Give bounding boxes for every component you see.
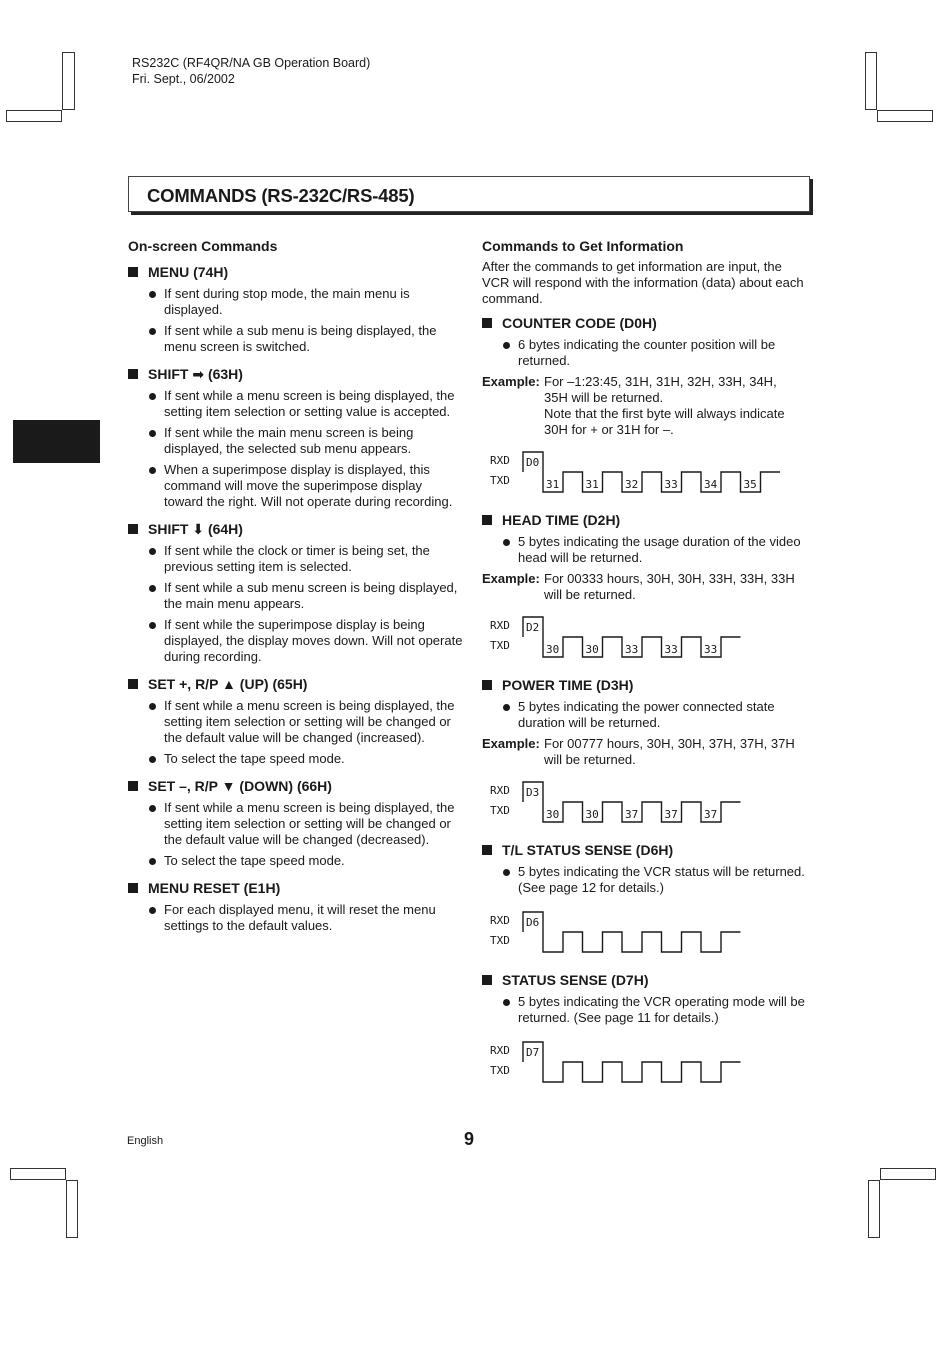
command-title: SHIFT ➡ (63H) bbox=[148, 366, 243, 382]
timing-diagram-svg bbox=[482, 780, 751, 828]
bullet-text: 6 bytes indicating the counter position will be returned. bbox=[518, 337, 776, 368]
command-heading bbox=[128, 880, 463, 896]
command-title: MENU (74H) bbox=[148, 264, 229, 280]
timing-diagram-svg bbox=[482, 450, 790, 498]
bullet-dot-icon bbox=[149, 548, 156, 555]
bullet-dot-icon bbox=[149, 907, 156, 914]
square-bullet-icon bbox=[128, 267, 138, 277]
bullet-text: 5 bytes indicating the power connected state duration will be returned. bbox=[518, 699, 775, 730]
txd-byte: 31 bbox=[546, 478, 560, 491]
rxd-label: RXD bbox=[490, 914, 510, 927]
square-bullet-icon bbox=[482, 318, 492, 328]
bullet-item bbox=[128, 462, 463, 510]
txd-label: TXD bbox=[490, 639, 510, 652]
info-command-heading bbox=[482, 972, 812, 988]
txd-byte: 33 bbox=[664, 478, 678, 491]
info-command-title: STATUS SENSE (D7H) bbox=[502, 972, 649, 988]
page-number: 9 bbox=[464, 1129, 475, 1149]
bullet-text: When a superimpose display is displayed, this command will move the superimpose display toward the right. Will not operate during recording. bbox=[164, 462, 453, 509]
txd-byte: 30 bbox=[585, 643, 599, 656]
rxd-label: RXD bbox=[490, 1044, 510, 1057]
info-command-section bbox=[482, 677, 812, 828]
bullet-dot-icon bbox=[503, 999, 510, 1006]
section-tab-marker bbox=[13, 420, 100, 463]
bullet-dot-icon bbox=[503, 539, 510, 546]
bullet-dot-icon bbox=[503, 869, 510, 876]
command-title: SHIFT ⬇ (64H) bbox=[148, 521, 243, 537]
bullet-item bbox=[128, 388, 463, 420]
example-line: 30H for + or 31H for –. bbox=[544, 422, 674, 437]
example-label: Example: bbox=[482, 374, 540, 389]
txd-label: TXD bbox=[490, 934, 510, 947]
txd-byte: 30 bbox=[585, 808, 599, 821]
command-heading bbox=[128, 264, 463, 280]
bullet-dot-icon bbox=[149, 393, 156, 400]
txd-byte: 34 bbox=[704, 478, 718, 491]
bullet-text: If sent during stop mode, the main menu is displayed. bbox=[164, 286, 410, 317]
document-title: RS232C (RF4QR/NA GB Operation Board) bbox=[132, 56, 371, 70]
bullet-text: 5 bytes indicating the VCR operating mode will be returned. (See page 11 for details.) bbox=[518, 994, 805, 1025]
txd-byte: 37 bbox=[664, 808, 678, 821]
info-command-section bbox=[482, 842, 812, 958]
bullet-dot-icon bbox=[149, 703, 156, 710]
bullet-item bbox=[128, 286, 463, 318]
left-column bbox=[128, 238, 463, 945]
info-command-title: POWER TIME (D3H) bbox=[502, 677, 634, 693]
bullet-item bbox=[482, 337, 812, 369]
right-column bbox=[482, 238, 812, 1102]
command-section bbox=[128, 366, 463, 510]
bullet-item bbox=[482, 864, 812, 896]
example-line: For 00333 hours, 30H, 30H, 33H, 33H, 33H bbox=[544, 571, 795, 586]
timing-diagram-svg bbox=[482, 615, 751, 663]
bullet-item bbox=[482, 699, 812, 731]
bullet-dot-icon bbox=[149, 430, 156, 437]
example-block bbox=[482, 736, 812, 768]
bullet-item bbox=[128, 580, 463, 612]
rxd-byte: D2 bbox=[526, 621, 540, 634]
bullet-dot-icon bbox=[503, 342, 510, 349]
txd-waveform bbox=[543, 932, 741, 952]
bullet-item bbox=[128, 751, 463, 767]
get-information-intro: After the commands to get information are input, the VCR will respond with the information (data) about each command. bbox=[482, 259, 804, 306]
txd-byte: 33 bbox=[664, 643, 678, 656]
square-bullet-icon bbox=[128, 883, 138, 893]
bullet-item bbox=[128, 543, 463, 575]
timing-diagram bbox=[482, 450, 812, 498]
timing-diagram bbox=[482, 615, 812, 663]
example-line: For 00777 hours, 30H, 30H, 37H, 37H, 37H bbox=[544, 736, 795, 751]
example-line: 35H will be returned. bbox=[544, 390, 664, 405]
bullet-dot-icon bbox=[149, 805, 156, 812]
example-label: Example: bbox=[482, 736, 540, 751]
square-bullet-icon bbox=[482, 845, 492, 855]
example-line: will be returned. bbox=[544, 752, 636, 767]
bullet-dot-icon bbox=[149, 858, 156, 865]
bullet-item bbox=[128, 853, 463, 869]
timing-diagram bbox=[482, 780, 812, 828]
bullet-dot-icon bbox=[149, 585, 156, 592]
example-block bbox=[482, 571, 812, 603]
info-command-heading bbox=[482, 512, 812, 528]
bullet-dot-icon bbox=[149, 622, 156, 629]
example-block bbox=[482, 374, 812, 438]
bullet-item bbox=[128, 902, 463, 934]
square-bullet-icon bbox=[482, 515, 492, 525]
timing-diagram-svg bbox=[482, 910, 751, 958]
rxd-label: RXD bbox=[490, 784, 510, 797]
bullet-item bbox=[128, 698, 463, 746]
txd-byte: 33 bbox=[625, 643, 639, 656]
bullet-text: For each displayed menu, it will reset the menu settings to the default values. bbox=[164, 902, 436, 933]
bullet-text: If sent while a sub menu is being displayed, the menu screen is switched. bbox=[164, 323, 437, 354]
txd-label: TXD bbox=[490, 474, 510, 487]
command-heading bbox=[128, 366, 463, 382]
txd-label: TXD bbox=[490, 804, 510, 817]
bullet-item bbox=[128, 425, 463, 457]
bullet-text: To select the tape speed mode. bbox=[164, 751, 345, 766]
rxd-byte: D0 bbox=[526, 456, 540, 469]
bullet-text: If sent while a sub menu screen is being displayed, the main menu appears. bbox=[164, 580, 458, 611]
square-bullet-icon bbox=[482, 680, 492, 690]
timing-diagram bbox=[482, 1040, 812, 1088]
example-label: Example: bbox=[482, 571, 540, 586]
bullet-text: If sent while a menu screen is being displayed, the setting item selection or setting will be changed or the default value will be changed (decreased). bbox=[164, 800, 455, 847]
bullet-text: If sent while the clock or timer is being set, the previous setting item is selected. bbox=[164, 543, 430, 574]
on-screen-commands-heading: On-screen Commands bbox=[128, 238, 278, 254]
bullet-item bbox=[482, 994, 812, 1026]
square-bullet-icon bbox=[128, 524, 138, 534]
bullet-dot-icon bbox=[149, 291, 156, 298]
txd-byte: 37 bbox=[625, 808, 639, 821]
command-title: SET –, R/P ▼ (DOWN) (66H) bbox=[148, 778, 332, 794]
square-bullet-icon bbox=[128, 369, 138, 379]
square-bullet-icon bbox=[128, 679, 138, 689]
bullet-text: 5 bytes indicating the VCR status will be returned. (See page 12 for details.) bbox=[518, 864, 805, 895]
square-bullet-icon bbox=[128, 781, 138, 791]
info-command-heading bbox=[482, 315, 812, 331]
bullet-text: 5 bytes indicating the usage duration of the video head will be returned. bbox=[518, 534, 801, 565]
txd-byte: 32 bbox=[625, 478, 639, 491]
command-heading bbox=[128, 778, 463, 794]
footer-language: English bbox=[127, 1135, 164, 1147]
txd-byte: 35 bbox=[743, 478, 757, 491]
txd-byte: 37 bbox=[704, 808, 718, 821]
bullet-text: If sent while the superimpose display is being displayed, the display moves down. Will not operate during recording. bbox=[164, 617, 463, 664]
txd-byte: 31 bbox=[585, 478, 599, 491]
example-line: will be returned. bbox=[544, 587, 636, 602]
info-command-section bbox=[482, 972, 812, 1088]
bullet-item bbox=[482, 534, 812, 566]
rxd-label: RXD bbox=[490, 619, 510, 632]
command-section bbox=[128, 264, 463, 355]
rxd-byte: D3 bbox=[526, 786, 540, 799]
info-command-heading bbox=[482, 677, 812, 693]
bullet-item bbox=[128, 323, 463, 355]
info-command-heading bbox=[482, 842, 812, 858]
page-title-box bbox=[128, 176, 810, 212]
bullet-text: If sent while the main menu screen is being displayed, the selected sub menu appears. bbox=[164, 425, 414, 456]
get-information-heading: Commands to Get Information bbox=[482, 238, 684, 254]
rxd-byte: D7 bbox=[526, 1046, 540, 1059]
command-section bbox=[128, 521, 463, 665]
command-section bbox=[128, 676, 463, 767]
command-title: SET +, R/P ▲ (UP) (65H) bbox=[148, 676, 308, 692]
document-date: Fri. Sept., 06/2002 bbox=[132, 72, 235, 86]
bullet-dot-icon bbox=[149, 756, 156, 763]
command-section bbox=[128, 880, 463, 934]
example-line: Note that the first byte will always indicate bbox=[544, 406, 785, 421]
bullet-dot-icon bbox=[503, 704, 510, 711]
timing-diagram bbox=[482, 910, 812, 958]
info-command-title: T/L STATUS SENSE (D6H) bbox=[502, 842, 674, 858]
square-bullet-icon bbox=[482, 975, 492, 985]
command-section bbox=[128, 778, 463, 869]
txd-label: TXD bbox=[490, 1064, 510, 1077]
info-command-section bbox=[482, 512, 812, 663]
bullet-text: If sent while a menu screen is being displayed, the setting item selection or setting value is accepted. bbox=[164, 388, 455, 419]
rxd-byte: D6 bbox=[526, 916, 540, 929]
bullet-dot-icon bbox=[149, 328, 156, 335]
bullet-item bbox=[128, 617, 463, 665]
bullet-item bbox=[128, 800, 463, 848]
bullet-text: To select the tape speed mode. bbox=[164, 853, 345, 868]
command-heading bbox=[128, 676, 463, 692]
txd-waveform bbox=[543, 1062, 741, 1082]
info-command-section bbox=[482, 315, 812, 498]
info-command-title: HEAD TIME (D2H) bbox=[502, 512, 621, 528]
page-title: COMMANDS (RS-232C/RS-485) bbox=[147, 185, 415, 206]
bullet-text: If sent while a menu screen is being displayed, the setting item selection or setting will be changed or the default value will be changed (increased). bbox=[164, 698, 455, 745]
txd-byte: 30 bbox=[546, 643, 560, 656]
txd-byte: 30 bbox=[546, 808, 560, 821]
timing-diagram-svg bbox=[482, 1040, 751, 1088]
rxd-label: RXD bbox=[490, 454, 510, 467]
txd-byte: 33 bbox=[704, 643, 718, 656]
command-heading bbox=[128, 521, 463, 537]
info-command-title: COUNTER CODE (D0H) bbox=[502, 315, 657, 331]
command-title: MENU RESET (E1H) bbox=[148, 880, 281, 896]
bullet-dot-icon bbox=[149, 467, 156, 474]
example-line: For –1:23:45, 31H, 31H, 32H, 33H, 34H, bbox=[544, 374, 777, 389]
